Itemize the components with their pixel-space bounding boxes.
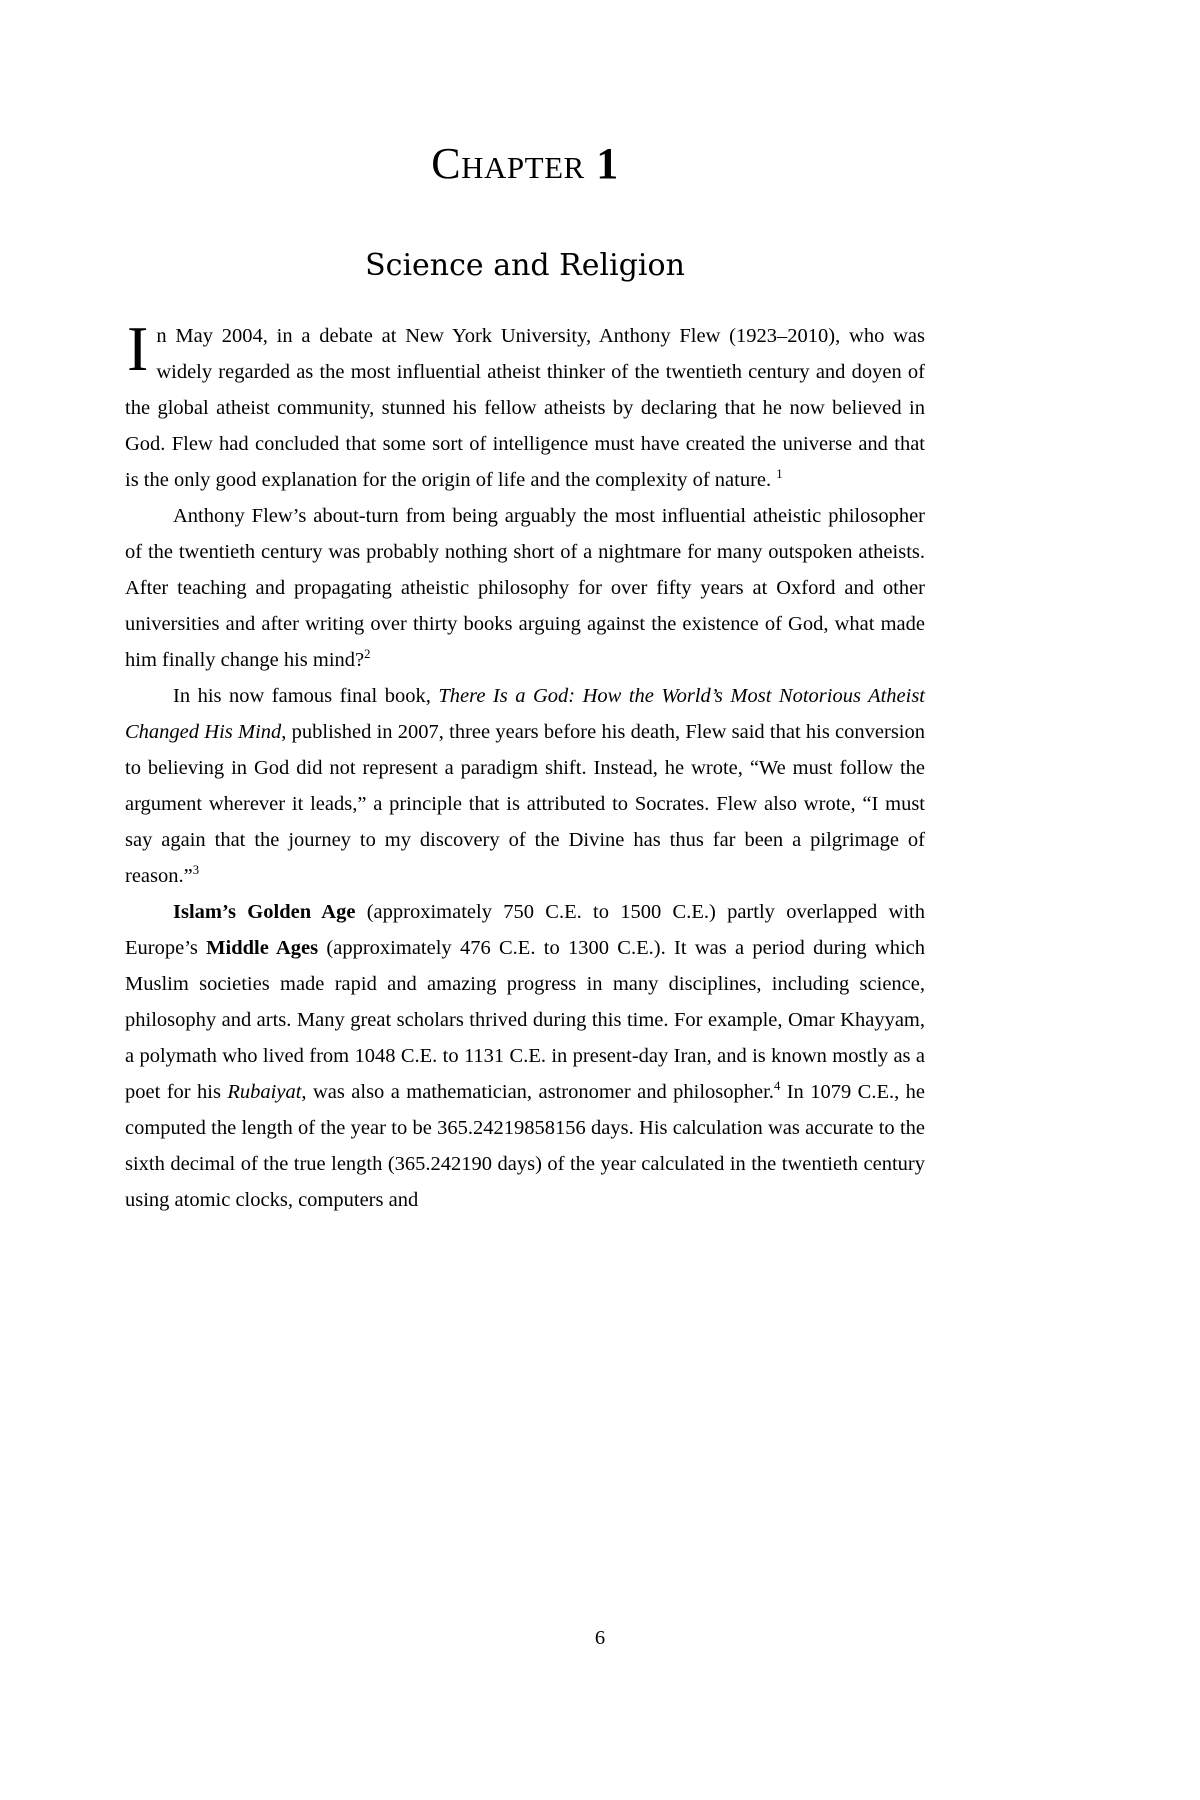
footnote-marker-2: 2 bbox=[364, 647, 371, 662]
paragraph-1 bbox=[125, 313, 925, 498]
term-middle-ages: Middle Ages bbox=[206, 937, 319, 960]
paragraph-3-lead: In his now famous final book, bbox=[173, 685, 439, 708]
body-text bbox=[125, 284, 925, 1218]
page-content bbox=[125, 0, 925, 1218]
drop-cap: I bbox=[127, 313, 149, 385]
footnote-marker-1: 1 bbox=[776, 467, 783, 482]
chapter-title bbox=[125, 0, 925, 188]
term-islams-golden-age: Islam’s Golden Age bbox=[173, 901, 356, 924]
footnote-marker-3: 3 bbox=[192, 863, 200, 878]
paragraph-4-segment-3: , was also a mathematician, astronomer and philosopher. bbox=[301, 1081, 774, 1104]
book-title: There Is a God: How the World’s Most Notorious Atheist Changed His Mind bbox=[125, 685, 925, 744]
paragraph-3 bbox=[125, 678, 925, 894]
chapter-title-number: 1 bbox=[596, 139, 619, 188]
chapter-subtitle: Science and Religion bbox=[365, 248, 685, 284]
paragraph-3-text: , published in 2007, three years before his death, Flew said that his conversion to believing in God did not represent a paradigm shift. Instead, he wrote, “We must follow the argument wherever it leads,” a principle that is attributed to Socrates. Flew also wrote, “I must say again that the journey to my discovery of the Divine has thus far been a pilgrimage of reason.” bbox=[125, 721, 925, 888]
chapter-title-word: Chapter bbox=[431, 139, 585, 188]
paragraph-4-segment-2: (approximately 476 C.E. to 1300 C.E.). It was a period during which Muslim societies made rapid and amazing progress in many disciplines, including science, philosophy and arts. Many great scholars thrived during this time. For example, Omar Khayyam, a polymath who lived from 1048 C.E. to 1131 C.E. in present-day Iran, and is known mostly as a poet for his bbox=[125, 937, 925, 1104]
page-number: 6 bbox=[594, 1627, 606, 1649]
paragraph-2-text: Anthony Flew’s about-turn from being arguably the most influential atheistic philosopher of the twentieth century was probably nothing short of a nightmare for many outspoken atheists. After teaching and propagating atheistic philosophy for over fifty years at Oxford and other universities and after writing over thirty books arguing against the existence of God, what made him finally change his mind? bbox=[125, 505, 925, 672]
paragraph-4-segment-4: In 1079 C.E., he computed the length of the year to be 365.24219858156 days. His calculation was accurate to the sixth decimal of the true length (365.242190 days) of the year calculated in the twentieth century using atomic clocks, computers and bbox=[125, 1081, 925, 1212]
paragraph-1-text: n May 2004, in a debate at New York University, Anthony Flew (1923–2010), who was widely regarded as the most influential atheist thinker of the twentieth century and doyen of the global atheist community, stunned his fellow atheists by declaring that he now believed in God. Flew had concluded that some sort of intelligence must have created the universe and that is the only good explanation for the origin of life and the complexity of nature. bbox=[125, 325, 925, 492]
work-title-rubaiyat: Rubaiyat bbox=[227, 1081, 302, 1104]
paragraph-4-segment-1: (approximately 750 C.E. to 1500 C.E.) partly overlapped with Europe’s bbox=[125, 901, 925, 960]
footnote-marker-4: 4 bbox=[773, 1079, 781, 1094]
paragraph-2 bbox=[125, 498, 925, 678]
paragraph-4 bbox=[125, 894, 925, 1218]
